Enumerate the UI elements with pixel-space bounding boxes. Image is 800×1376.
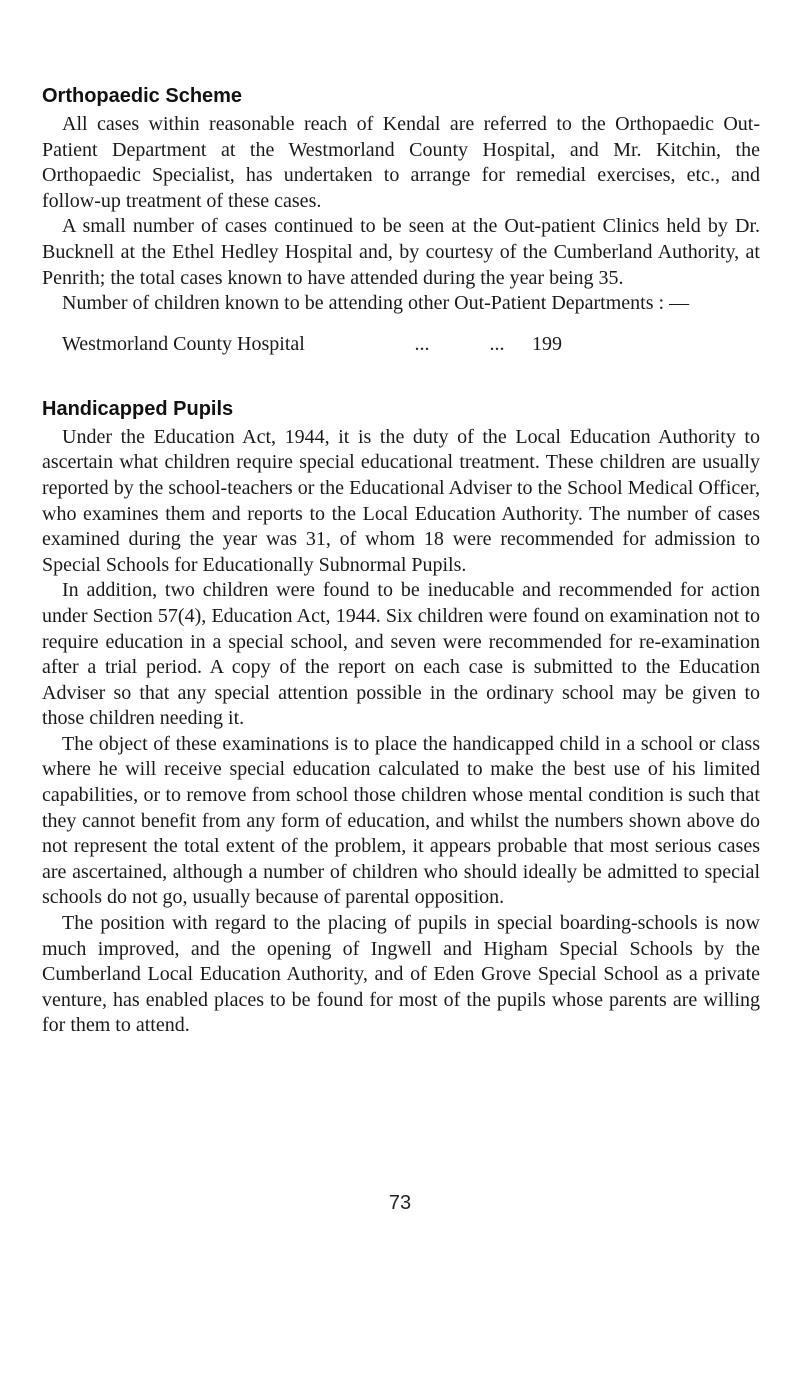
handicapped-section	[42, 395, 760, 1039]
orthopaedic-paragraph-2: A small number of cases continued to be seen at the Out-patient Clinics held by Dr. Bucknell at the Ethel Hedley Hospital and, by courtesy of the Cumberland Authority, at Penrith; the total cases known to have attended during the year being 35.	[42, 215, 760, 289]
orthopaedic-section	[42, 82, 760, 357]
orthopaedic-paragraph-3: Number of children known to be attending other Out-Patient Departments : —	[62, 292, 690, 315]
department-name: Westmorland County Hospital	[62, 332, 305, 355]
department-count: 199	[532, 332, 562, 355]
department-leader-dots: ...	[414, 332, 430, 355]
handicapped-paragraph-4: The position with regard to the placing of pupils in special boarding-schools is now much improved, and the opening of Ingwell and Higham Special Schools by the Cumberland Local Education Authority, and of Eden Grove Special School as a private venture, has enabled places to be found for most of the pupils whose parents are willing for them to attend.	[42, 912, 760, 1037]
handicapped-paragraph-1: Under the Education Act, 1944, it is the duty of the Local Education Authority to ascertain what children require special educational treatment. These children are usually reported by the school-teachers or the Educational Adviser to the School Medical Officer, who examines them and reports to the Local Education Authority. The number of cases examined during the year was 31, of whom 18 were recommended for admission to Special Schools for Educationally Subnormal Pupils.	[42, 425, 760, 576]
department-row	[42, 331, 760, 357]
department-leader-dots: ...	[489, 332, 505, 355]
handicapped-paragraph-3: The object of these examinations is to place the handicapped child in a school or class where he will receive special education calculated to make the best use of his limited capabilities, or to remove from school those children whose mental condition is such that they cannot benefit from any form of education, and whilst the numbers shown above do not represent the total extent of the problem, it appears probable that most serious cases are ascertained, although a number of children who should ideally be admitted to special schools do not go, usually because of parental opposition.	[42, 732, 760, 909]
page-number: 73	[388, 1192, 412, 1214]
orthopaedic-paragraph-1: All cases within reasonable reach of Kendal are referred to the Orthopaedic Out-Patient Department at the Westmorland County Hospital, and Mr. Kitchin, the Orthopaedic Specialist, has undertaken to arrange for remedial exercises, etc., and follow-up treatment of these cases.	[42, 113, 760, 212]
page-content	[42, 82, 760, 1039]
handicapped-paragraph-2: In addition, two children were found to be ineducable and recommended for action under Section 57(4), Education Act, 1944. Six children were found on examination not to require education in a special school, and seven were recommended for re-examination after a trial period. A copy of the report on each case is submitted to the Education Adviser so that any special attention possible in the ordinary school may be given to those children needing it.	[42, 579, 760, 730]
orthopaedic-heading: Orthopaedic Scheme	[42, 85, 243, 107]
handicapped-heading: Handicapped Pupils	[42, 397, 234, 420]
